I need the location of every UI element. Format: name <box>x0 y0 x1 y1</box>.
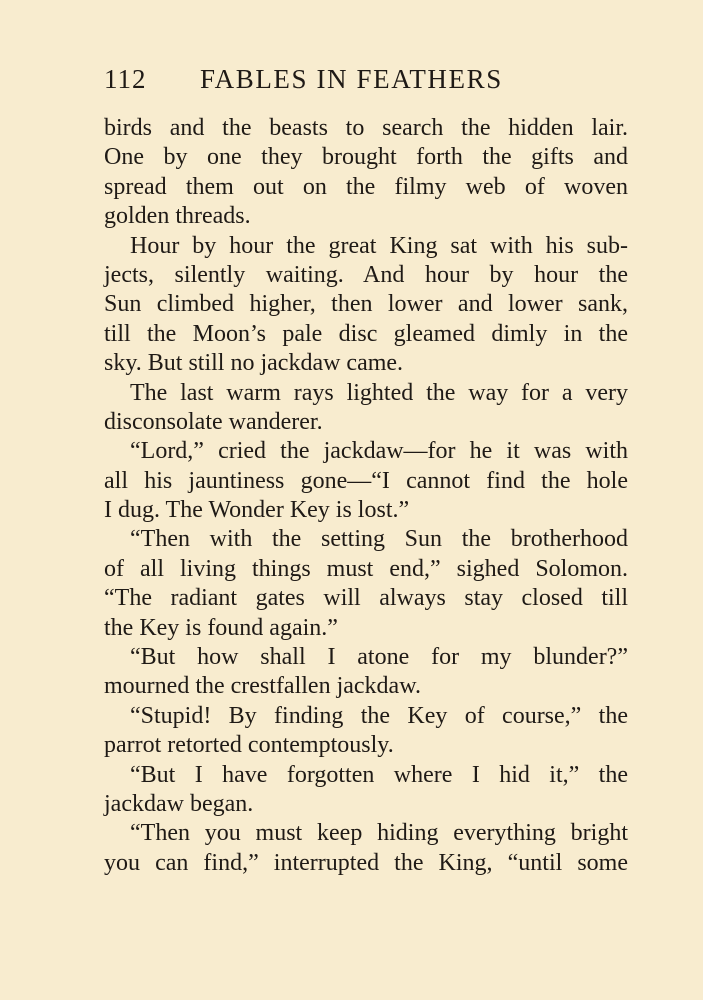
text-line: sky. But still no jackdaw came. <box>104 350 404 377</box>
text-line: “But how shall I atone for my blunder?” <box>130 644 628 671</box>
text-line: “But I have forgotten where I hid it,” the <box>130 761 628 788</box>
text-line: “Then you must keep hiding everything bright <box>130 820 628 847</box>
text-line: jackdaw began. <box>104 790 254 817</box>
text-line: Sun climbed higher, then lower and lower sank, <box>104 291 628 318</box>
text-line: you can find,” interrupted the King, “until some <box>104 849 628 876</box>
text-line: birds and the beasts to search the hidden lair. <box>104 115 628 141</box>
text-line: parrot retorted contemptously. <box>104 732 394 759</box>
text-line: till the Moon’s pale disc gleamed dimly in the <box>104 320 628 347</box>
body-text <box>104 114 628 878</box>
text-line: I dug. The Wonder Key is lost.” <box>104 497 410 524</box>
text-line: the Key is found again.” <box>104 614 338 641</box>
text-line: of all living things must end,” sighed Solomon. <box>104 555 628 582</box>
page-number: 112 <box>104 64 147 94</box>
text-line: The last warm rays lighted the way for a very <box>130 379 628 406</box>
text-line: mourned the crestfallen jackdaw. <box>104 673 421 700</box>
text-line: One by one they brought forth the gifts and <box>104 144 628 171</box>
text-line: jects, silently waiting. And hour by hour the <box>104 261 628 288</box>
text-line: “The radiant gates will always stay closed till <box>104 585 628 612</box>
text-line: “Lord,” cried the jackdaw—for he it was with <box>130 438 628 465</box>
text-line: Hour by hour the great King sat with his sub- <box>130 232 628 259</box>
text-line: golden threads. <box>104 203 251 230</box>
text-line: “Then with the setting Sun the brotherhood <box>130 526 628 553</box>
running-head <box>104 64 628 104</box>
text-line: all his jauntiness gone—“I cannot find the hole <box>104 467 628 494</box>
text-line: disconsolate wanderer. <box>104 408 323 435</box>
text-line: “Stupid! By finding the Key of course,” the <box>130 702 628 729</box>
text-line: spread them out on the filmy web of woven <box>104 173 628 200</box>
book-title: FABLES IN FEATHERS <box>200 64 503 94</box>
